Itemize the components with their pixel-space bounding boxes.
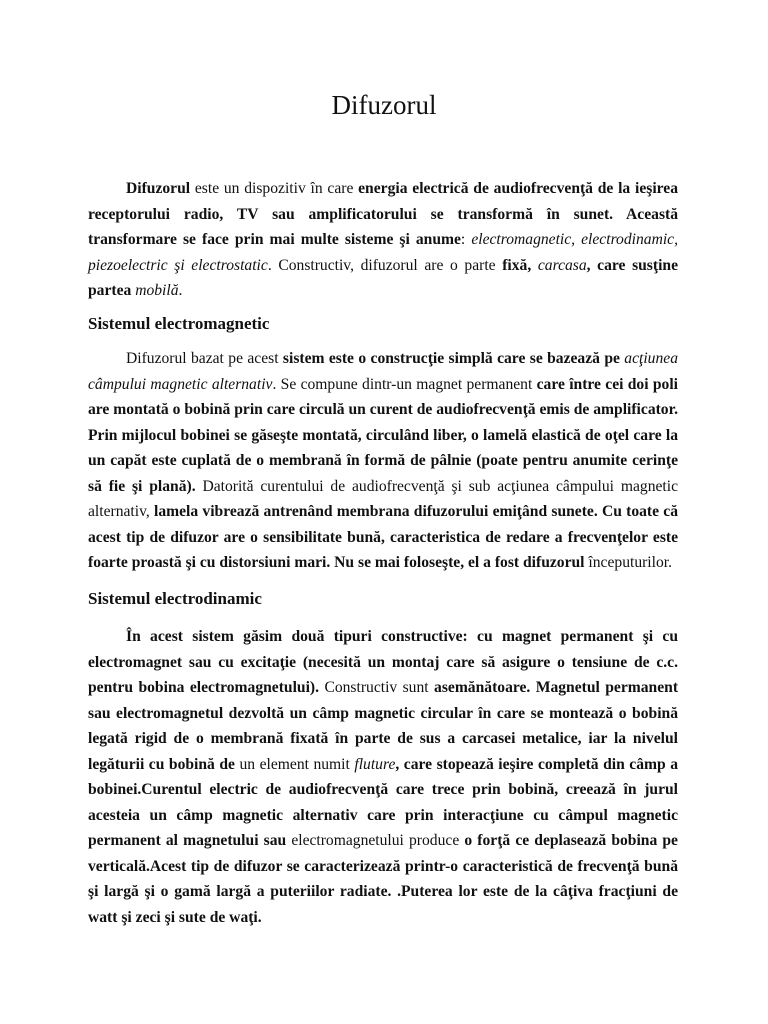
section-heading-electromagnetic: Sistemul electromagnetic	[88, 314, 270, 333]
electromagnetic-paragraph: Difuzorul bazat pe acest sistem este o construcţie simplă care se bazează pe acţiunea câmpului magnetic alternativ. Se compune dintr-un magnet permanent care între cei doi poli are montată o bobină prin care circulă un curent de audiofrecvenţă emis de amplificator. Prin mijlocul bobinei se găseşte montată, circulând liber, o lamelă elastică de oţel care la un capăt este cuplată de o membrană în formă de pâlnie (poate pentru anumite cerinţe să fie şi plană). Datorită curentului de audiofrecvenţă şi sub acţiunea câmpului magnetic alternativ, lamela vibrează antrenând membrana difuzorului emiţând sunete. Cu toate că acest tip de difuzor are o sensibilitate bună, caracteristica de redare a frecvenţelor este foarte proastă şi cu distorsiuni mari. Nu se mai foloseşte, el a fost difuzorul începuturilor.	[88, 350, 679, 571]
term-bold: Difuzorul	[126, 180, 191, 197]
electrodynamic-paragraph: În acest sistem găsim două tipuri constructive: cu magnet permanent şi cu electromagnet sau cu excitaţie (necesită un montaj care să asigure o tensiune de c.c. pentru bobina electromagnetului). Constructiv sunt asemănătoare. Magnetul permanent sau electromagnetul dezvoltă un câmp magnetic circular în care se montează o bobină legată rigid de o membrană fixată în parte de sus a carcasei metalice, iar la nivelul legăturii cu bobină de un element numit fluture, care stopează ieşire completă din câmp a bobinei.Curentul electric de audiofrecvenţă care trece prin bobină, creează în jurul acesteia un câmp magnetic alternativ care prin interacţiune cu câmpul magnetic permanent al magnetului sau electromagnetului produce o forţă ce deplasează bobina pe verticală.Acest tip de difuzor se caracterizează printr-o caracteristică de frecvenţă bună şi largă şi o gamă largă a puteriilor radiate. .Puterea lor este de la câţiva fracţiuni de watt şi zeci şi sute de waţi.	[88, 628, 679, 926]
section-heading-electrodynamic: Sistemul electrodinamic	[88, 589, 262, 608]
page-title: Difuzorul	[331, 90, 437, 120]
intro-paragraph: Difuzorul este un dispozitiv în care energia electrică de audiofrecvenţă de la ieşirea receptorului radio, TV sau amplificatorului se transformă în sunet. Această transformare se face prin mai multe sisteme şi anume: electromagnetic, electrodinamic, piezoelectric şi electrostatic. Constructiv, difuzorul are o parte fixă, carcasa, care susţine partea mobilă.	[88, 180, 679, 299]
systems-list: electromagnetic, electrodinamic, piezoelectric şi electrostatic	[88, 231, 678, 274]
